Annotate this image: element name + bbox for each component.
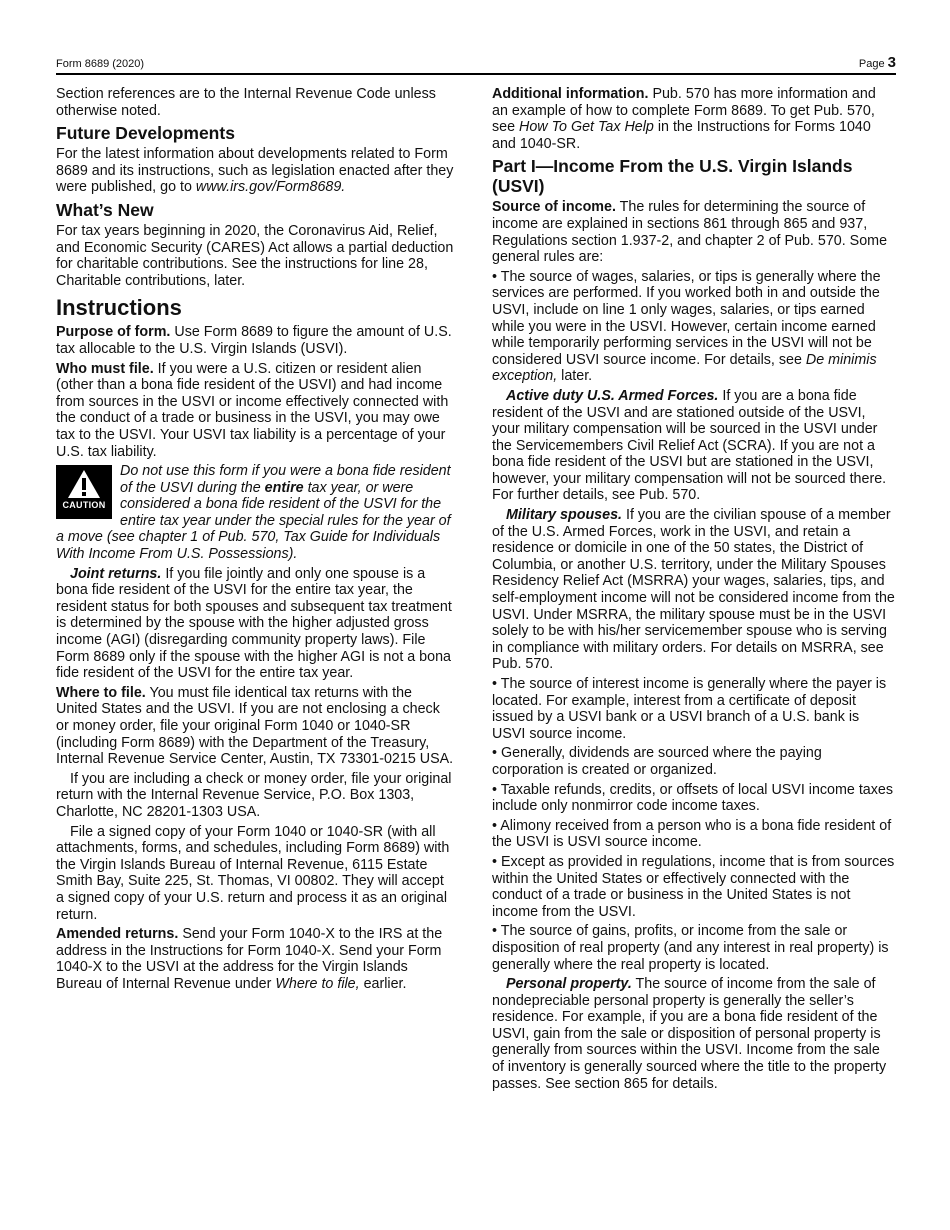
military-spouses-text: If you are the civilian spouse of a member of the U.S. Armed Forces, work in the USVI, and retain a residence or domicile in one of the 50 states, the District of Columbia, or another U.S. territory, under the Military Spouses Residency Relief Act (MSRRA) your wages, salaries, tips, and self-employment income will not be considered income from the USVI. Under MSRRA, the military spouse must be in the USVI solely to be with his/her servicemember spouse who is serving in compliance with military orders. For details on MSRRA, see Pub. 570. <box>492 507 895 673</box>
bullet-dividends: • Generally, dividends are sourced where the paying corporation is created or organized. <box>492 745 822 778</box>
personal-property-paragraph <box>492 976 895 1092</box>
additional-info-text: Pub. 570 has more information and an example of how to complete Form 8689. To get Pub. 570, see <box>492 86 876 136</box>
amended-returns-lead: Amended returns. <box>56 926 179 943</box>
caution-label: CAUTION <box>62 500 106 511</box>
page-label: Page <box>858 58 885 70</box>
future-developments-text: For the latest information about developments related to Form 8689 and its instructions, such as legislation enacted after they were published, go to <box>56 146 454 196</box>
where-to-file-lead: Where to file. <box>56 684 146 701</box>
part1-heading: Part I—Income From the U.S. Virgin Islands (USVI) <box>492 156 853 197</box>
form-id: Form 8689 (2020) <box>56 58 145 70</box>
page-number: 3 <box>887 54 896 71</box>
who-must-file-paragraph <box>56 361 454 461</box>
bullet-wages-tail: later. <box>557 368 593 385</box>
amended-returns-text: Send your Form 1040-X to the IRS at the address in the Instructions for Form 1040-X. Send your Form 1040-X to the USVI at the address for the Virgin Islands Bureau of Internal Revenue under <box>56 926 443 992</box>
whats-new-paragraph: For tax years beginning in 2020, the Coronavirus Aid, Relief, and Economic Security (CARES) Act allows a partial deduction for charitable contributions. See the instructions for line 28, Charitable contributions, later. <box>56 222 454 289</box>
bullet-wages <box>492 269 895 385</box>
amended-returns-tail: earlier. <box>359 975 407 992</box>
check-money-order-paragraph: If you are including a check or money order, file your original return with the Internal Revenue Service, P.O. Box 1303, Charlotte, NC 28201-1303 USA. <box>56 770 452 820</box>
personal-property-text: The source of income from the sale of nondepreciable personal property is generally the seller’s residence. For example, if you are a bona fide resident of the USVI, gain from the sale or disposition of personal property is generally from sources within the USVI. Income from the sale of inventory is generally sourced where the title to the property passes. See section 865 for details. <box>492 976 887 1092</box>
bullet-gains: • The source of gains, profits, or income from the sale or disposition of real property (and any interest in real property) is generally where the real property is located. <box>492 923 889 973</box>
bullet-except: • Except as provided in regulations, income that is from sources within the United States or effectively connected with the conduct of a trade or business in the United States is not income from the USVI. <box>492 853 895 920</box>
caution-block <box>56 463 454 563</box>
source-of-income-lead: Source of income. <box>492 199 616 216</box>
military-spouses-paragraph <box>492 507 895 673</box>
armed-forces-lead: Active duty U.S. Armed Forces. <box>506 387 719 404</box>
bullet-wages-text: • The source of wages, salaries, or tips is generally where the services are performed. If you worked both in and outside the USVI, include on line 1 only wages, salaries, or tips earned while you were in the USVI. However, certain income earned while temporarily performing services in the USVI will not be considered USVI source income. For details, see <box>492 268 881 368</box>
source-of-income-paragraph <box>492 199 895 265</box>
bullet-alimony: • Alimony received from a person who is a bona fide resident of the USVI is USVI source income. <box>492 817 892 851</box>
instructions-heading: Instructions <box>56 295 182 321</box>
additional-info-paragraph <box>492 86 895 152</box>
joint-returns-text: If you file jointly and only one spouse is a bona fide resident of the USVI for the entire tax year, the resident status for both spouses and subsequent tax treatment is determined by the spouse with the higher adjusted gross income (AGI) (disregarding community property laws). File Form 8689 only if the spouse with the higher AGI is not a bona fide resident of the USVI for the entire tax year. <box>56 565 452 682</box>
signed-copy-paragraph: File a signed copy of your Form 1040 or 1040-SR (with all attachments, forms, and schedules, including Form 8689) with the Virgin Islands Bureau of Internal Revenue, 6115 Estate Smith Bay, Suite 225, St. Thomas, VI 00802. They will accept a signed copy of your U.S. return and process it as an original return. <box>56 823 450 923</box>
bullet-interest: • The source of interest income is generally where the payer is located. For example, interest from a certificate of deposit issued by a USVI bank or a USVI branch of a U.S. bank is USVI source income. <box>492 676 887 742</box>
purpose-text: Use Form 8689 to figure the amount of U.S. tax allocable to the U.S. Virgin Islands (USVI). <box>56 324 452 357</box>
caution-icon <box>56 465 112 519</box>
future-developments-heading: Future Developments <box>56 123 235 144</box>
additional-info-lead: Additional information. <box>492 86 649 102</box>
right-column <box>492 86 895 1095</box>
additional-info-tail: in the Instructions for Forms 1040 and 1040-SR. <box>492 119 871 152</box>
where-to-file-text: You must file identical tax returns with the United States and the USVI. If you are not enclosing a check or money order, file your original Form 1040 or 1040-SR (including Form 8689) with the Department of the Treasury, Internal Revenue Service Center, Austin, TX 73301-0215 USA. <box>56 684 454 768</box>
source-of-income-text: The rules for determining the source of income are explained in sections 861 through 865 and 937, Regulations section 1.937-2, and chapter 2 of Pub. 570. Some general rules are: <box>492 199 888 266</box>
where-to-file-paragraph <box>56 685 454 768</box>
caution-text <box>56 463 454 563</box>
armed-forces-paragraph <box>492 388 895 504</box>
joint-returns-paragraph <box>56 566 454 682</box>
joint-returns-lead: Joint returns. <box>70 565 162 582</box>
caution-text-a: Do not use this form if you were a bona fide resident of the USVI during the <box>120 463 451 496</box>
purpose-lead: Purpose of form. <box>56 324 171 341</box>
bullet-refunds: • Taxable refunds, credits, or offsets of local USVI income taxes include only nonmirror code income taxes. <box>492 781 894 815</box>
future-developments-paragraph <box>56 146 454 196</box>
purpose-paragraph <box>56 324 454 357</box>
page-header <box>56 53 896 75</box>
caution-text-b: tax year, or were considered a bona fide resident of the USVI for the entire tax year under the special rules for the year of a move (see chapter 1 of Pub. 570, Tax Guide for Individuals With Income From U.S. Possessions). <box>56 479 451 563</box>
warning-triangle-icon <box>67 469 101 499</box>
who-must-file-text: If you were a U.S. citizen or resident alien (other than a bona fide resident of the USVI) and had income from sources in the USVI or income effectively connected with the conduct of a trade or business in the USVI, you may owe tax to the USVI. Your USVI tax liability is a percentage of your U.S. tax liability. <box>56 360 449 460</box>
amended-returns-paragraph <box>56 926 454 992</box>
left-column <box>56 86 454 996</box>
irs-form8689-link[interactable]: www.irs.gov/Form8689. <box>195 179 346 196</box>
amended-returns-italic: Where to file, <box>275 975 360 992</box>
intro-paragraph: Section references are to the Internal Revenue Code unless otherwise noted. <box>56 86 436 119</box>
additional-info-italic: How To Get Tax Help <box>519 119 654 136</box>
who-must-file-lead: Who must file. <box>56 360 154 377</box>
caution-text-bold: entire <box>264 479 304 496</box>
page-number-label <box>859 54 896 71</box>
bullet-wages-italic: De minimis exception, <box>492 351 877 385</box>
whats-new-heading: What’s New <box>56 199 154 220</box>
military-spouses-lead: Military spouses. <box>506 507 623 524</box>
personal-property-lead: Personal property. <box>506 976 632 993</box>
armed-forces-text: If you are a bona fide resident of the USVI and are stationed outside of the USVI, your military compensation will be sourced in the USVI under the Servicemembers Civil Relief Act (SCRA). If you are not a bona fide resident of the USVI but are stationed in the USVI, however, your military compensation will not be sourced there. For further details, see Pub. 570. <box>492 387 887 504</box>
